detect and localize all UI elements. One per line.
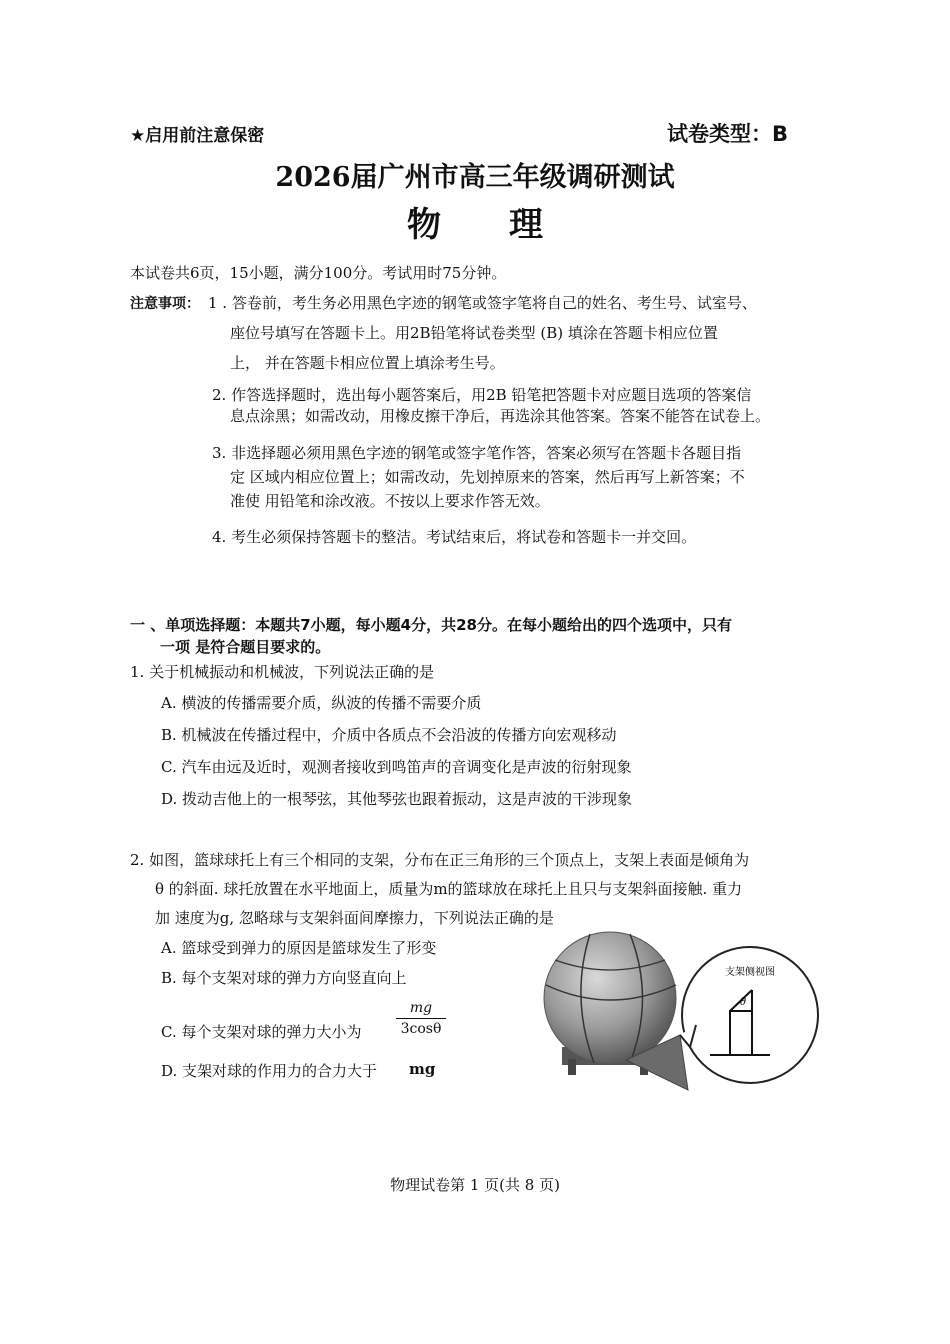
theta-label: θ xyxy=(740,997,747,1008)
q1-option-a: A. 横波的传播需要介质，纵波的传播不需要介质 xyxy=(161,694,482,712)
q1-option-c: C. 汽车由远及近时，观测者接收到鸣笛声的音调变化是声波的衍射现象 xyxy=(161,758,632,776)
q2-option-d: D. 支架对球的作用力的合力大于 xyxy=(161,1062,378,1080)
note-line: 息点涂黑；如需改动，用橡皮擦干净后，再选涂其他答案。答案不能答在试卷上。 xyxy=(230,407,771,425)
basketball xyxy=(544,932,676,1064)
notes-label: 注意事项： xyxy=(130,296,200,312)
exam-title: 2026届广州市高三年级调研测试 xyxy=(275,162,675,193)
note-line: 定 区域内相应位置上；如需改动，先划掉原来的答案，然后再写上新答案；不 xyxy=(230,468,745,486)
question-2-stem: 2. 如图，篮球球托上有三个相同的支架，分布在正三角形的三个顶点上，支架上表面是倾角为 xyxy=(130,851,750,869)
q2-option-b: B. 每个支架对球的弹力方向竖直向上 xyxy=(161,969,407,987)
figure-caption: 支架侧视图 xyxy=(725,967,775,978)
intro-text: 本试卷共6页，15小题，满分100分。考试用时75分钟。 xyxy=(130,264,507,282)
basketball-stand-figure xyxy=(530,925,820,1105)
stand-leg xyxy=(568,1059,576,1075)
note-line: 2. 作答选择题时，选出每小题答案后，用2B 铅笔把答题卡对应题目选项的答案信 xyxy=(212,386,752,404)
formula-numerator: mg xyxy=(409,1000,433,1016)
question-2-stem-line: 加 速度为g, 忽略球与支架斜面间摩擦力，下列说法正确的是 xyxy=(155,909,554,927)
q1-option-b: B. 机械波在传播过程中，介质中各质点不会沿波的传播方向宏观移动 xyxy=(161,726,617,744)
note-line: 1 . 答卷前，考生务必用黑色字迹的钢笔或签字笔将自己的姓名、考生号、试室号、 xyxy=(208,294,757,312)
note-line: 上， 并在答题卡相应位置上填涂考生号。 xyxy=(230,354,505,372)
note-line: 座位号填写在答题卡上。用2B铅笔将试卷类型 (B) 填涂在答题卡相应位置 xyxy=(230,324,718,342)
question-2-stem-line: θ 的斜面. 球托放置在水平地面上，质量为m的篮球放在球托上且只与支架斜面接触. 重力 xyxy=(155,880,743,898)
subject-title: 物 理 xyxy=(407,205,543,245)
q1-option-d: D. 拨动吉他上的一根琴弦，其他琴弦也跟着振动，这是声波的干涉现象 xyxy=(161,790,633,808)
note-line: 准使 用铅笔和涂改液。不按以上要求作答无效。 xyxy=(230,492,550,510)
confidential-label: ★启用前注意保密 xyxy=(130,126,265,146)
note-line: 3. 非选择题必须用黑色字迹的钢笔或签字笔作答，答案必须写在答题卡各题目指 xyxy=(212,444,742,462)
q2-option-c: C. 每个支架对球的弹力大小为 xyxy=(161,1023,362,1041)
formula-fraction xyxy=(396,1000,446,1037)
note-line: 4. 考生必须保持答题卡的整洁。考试结束后，将试卷和答题卡一并交回。 xyxy=(212,528,697,546)
section-heading: 一 、单项选择题：本题共7小题，每小题4分，共28分。在每小题给出的四个选项中，只有 xyxy=(130,616,732,634)
q2-option-d-mg: mg xyxy=(409,1060,436,1078)
q2-option-a: A. 篮球受到弹力的原因是篮球发生了形变 xyxy=(161,939,437,957)
formula-denominator: 3cosθ xyxy=(400,1021,442,1037)
question-1-stem: 1. 关于机械振动和机械波，下列说法正确的是 xyxy=(130,663,435,681)
paper-type: 试卷类型：B xyxy=(667,122,789,146)
page-footer: 物理试卷第 1 页(共 8 页) xyxy=(390,1176,560,1194)
section-heading-cont: 一项 是符合题目要求的。 xyxy=(160,638,331,656)
